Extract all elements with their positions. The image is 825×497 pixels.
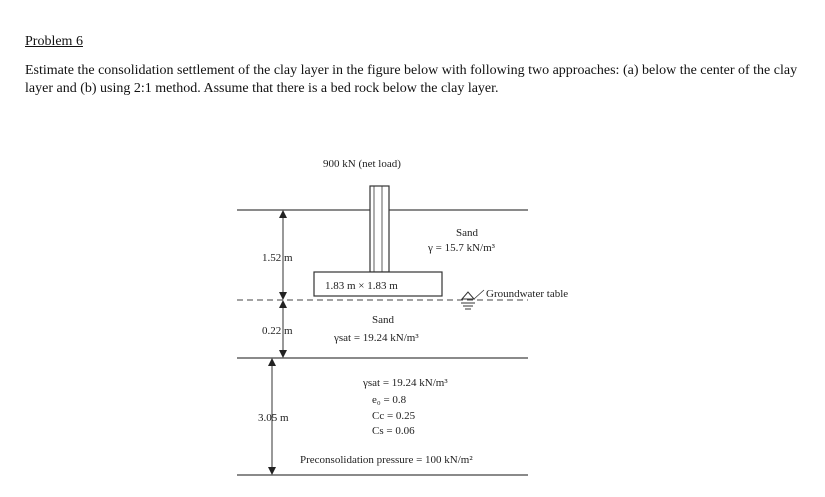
upper-sand-name: Sand (456, 227, 478, 239)
clay-cc: Cc = 0.25 (372, 410, 416, 422)
water-table-symbol (462, 292, 474, 299)
dimension-clay-arrow-bottom (268, 467, 276, 475)
footing-column (370, 186, 389, 272)
problem-heading: Problem 6 (25, 34, 83, 49)
clay-e0: e₀ = 0.8 (372, 394, 407, 406)
groundwater-label: Groundwater table (486, 288, 569, 300)
dimension-middle-label: 0.22 m (262, 325, 293, 337)
load-label: 900 kN (net load) (323, 158, 401, 170)
dimension-upper-arrow-bottom (279, 292, 287, 300)
problem-statement: Estimate the consolidation settlement of the clay layer in the figure below with following two approaches: (a) below the center of the clay layer and (b) using 2:1 method. Assume that there is a bed rock below the clay layer. (25, 63, 798, 96)
upper-sand-gamma: γ = 15.7 kN/m³ (428, 242, 495, 254)
dimension-upper-arrow-top (279, 210, 287, 218)
dimension-clay-arrow-top (268, 358, 276, 366)
clay-cs: Cs = 0.06 (372, 425, 415, 437)
groundwater-leader (474, 290, 484, 299)
lower-sand-gamma: γsat = 19.24 kN/m³ (334, 332, 419, 344)
dimension-upper-label: 1.52 m (262, 252, 293, 264)
dimension-middle-arrow-top (279, 300, 287, 308)
clay-gamma: γsat = 19.24 kN/m³ (363, 377, 448, 389)
dimension-middle-arrow-bottom (279, 350, 287, 358)
dimension-clay-label: 3.05 m (258, 412, 289, 424)
clay-preconsolidation: Preconsolidation pressure = 100 kN/m² (300, 454, 473, 466)
lower-sand-name: Sand (372, 314, 394, 326)
footing-size-label: 1.83 m × 1.83 m (325, 280, 398, 292)
